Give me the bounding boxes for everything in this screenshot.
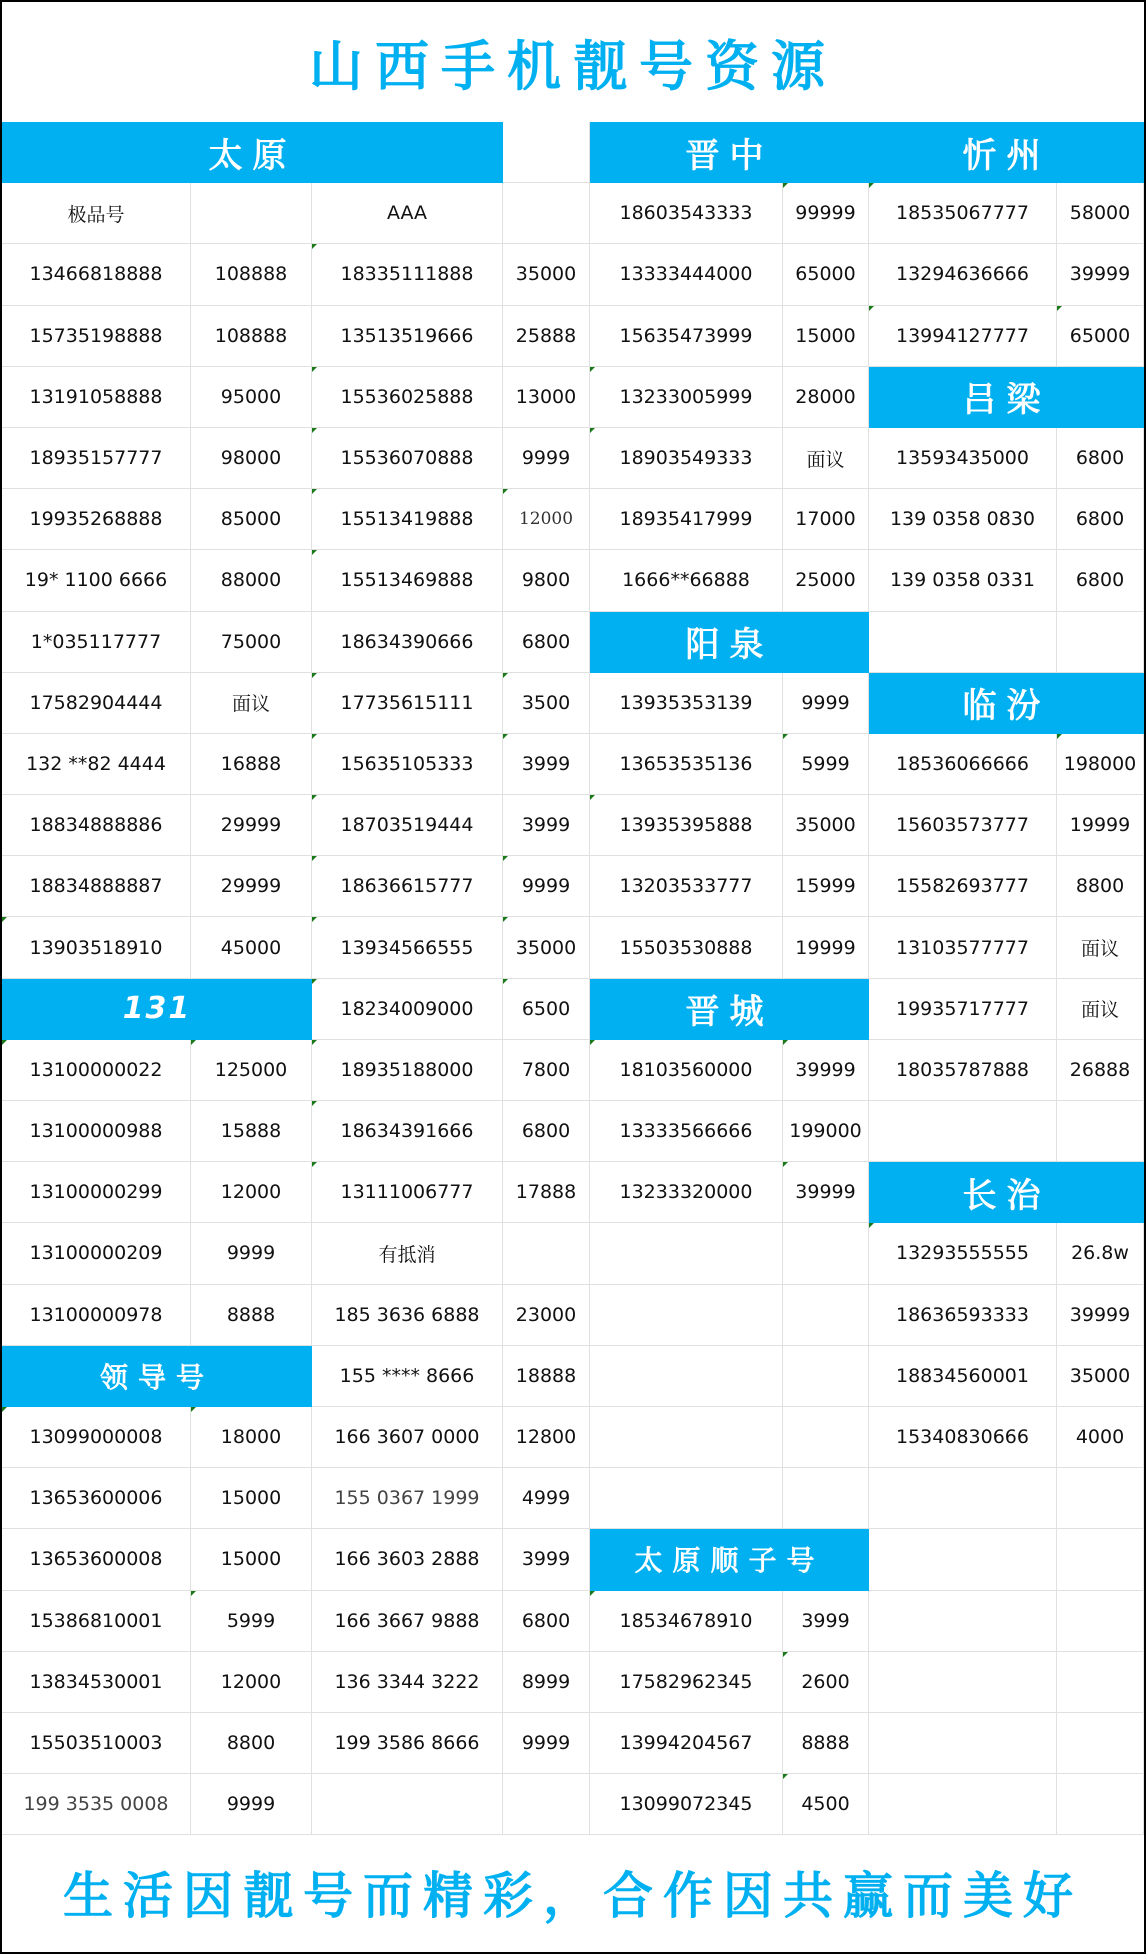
price: 25888 [503, 306, 590, 367]
empty-cell [590, 1346, 783, 1407]
price: 26.8w [1057, 1223, 1144, 1284]
empty-cell [503, 1223, 590, 1284]
phone-number: 18535067777 [869, 183, 1057, 244]
phone-number: 15513419888 [312, 489, 503, 550]
price: 99999 [783, 183, 869, 244]
price: 35000 [783, 795, 869, 856]
price: 29999 [191, 856, 312, 917]
empty-cell [1057, 1101, 1144, 1162]
price: 98000 [191, 428, 312, 489]
phone-number: 17582904444 [2, 673, 191, 734]
phone-number: 13293555555 [869, 1223, 1057, 1284]
price: 17888 [503, 1162, 590, 1223]
price: 2600 [783, 1652, 869, 1713]
price: 45000 [191, 917, 312, 978]
price: 88000 [191, 550, 312, 611]
price: 15888 [191, 1101, 312, 1162]
empty-cell [869, 1774, 1057, 1835]
price: 18888 [503, 1346, 590, 1407]
number-grid [2, 122, 1144, 1835]
phone-number: 13934566555 [312, 917, 503, 978]
price: 108888 [191, 244, 312, 305]
phone-number: 13834530001 [2, 1652, 191, 1713]
price: 6800 [1057, 489, 1144, 550]
phone-number: 13103577777 [869, 917, 1057, 978]
section-header-jinzhong: 晋中 [590, 122, 869, 183]
price: 19999 [783, 917, 869, 978]
phone-number: 19* 1100 6666 [2, 550, 191, 611]
price: 8888 [783, 1713, 869, 1774]
empty-cell [1057, 1652, 1144, 1713]
price: 6800 [503, 612, 590, 673]
phone-number: 18035787888 [869, 1040, 1057, 1101]
phone-number: 18603543333 [590, 183, 783, 244]
price: 5999 [783, 734, 869, 795]
price: 39999 [1057, 1285, 1144, 1346]
price: 125000 [191, 1040, 312, 1101]
price: 8800 [191, 1713, 312, 1774]
phone-number: 15635473999 [590, 306, 783, 367]
phone-number: 1*035117777 [2, 612, 191, 673]
phone-number: 13100000022 [2, 1040, 191, 1101]
price: 6500 [503, 979, 590, 1040]
price: 65000 [1057, 306, 1144, 367]
phone-number: 155 0367 1999 [312, 1468, 503, 1529]
phone-number: 13994204567 [590, 1713, 783, 1774]
price: 13000 [503, 367, 590, 428]
phone-number: 13100000978 [2, 1285, 191, 1346]
phone-number: 155 **** 8666 [312, 1346, 503, 1407]
price: 8999 [503, 1652, 590, 1713]
price: 4999 [503, 1468, 590, 1529]
price: 35000 [1057, 1346, 1144, 1407]
price: 6800 [1057, 428, 1144, 489]
phone-number: 13466818888 [2, 244, 191, 305]
section-header-changzhi: 长治 [869, 1162, 1144, 1223]
empty-cell [1057, 1774, 1144, 1835]
price: 19999 [1057, 795, 1144, 856]
section-header-taiyuan: 太原 [2, 122, 503, 183]
price: 28000 [783, 367, 869, 428]
price: 39999 [783, 1162, 869, 1223]
phone-number: 15536070888 [312, 428, 503, 489]
phone-number: 166 3603 2888 [312, 1529, 503, 1590]
phone-number: 13653600008 [2, 1529, 191, 1590]
price: 6800 [1057, 550, 1144, 611]
section-header-xinzhou: 忻州 [869, 122, 1144, 183]
price: 6800 [503, 1591, 590, 1652]
section-header-lvliang: 吕梁 [869, 367, 1144, 428]
price: 199000 [783, 1101, 869, 1162]
phone-number: 15340830666 [869, 1407, 1057, 1468]
price: 面议 [783, 428, 869, 489]
phone-number: 15503510003 [2, 1713, 191, 1774]
empty-cell [869, 1713, 1057, 1774]
price: 3999 [503, 1529, 590, 1590]
phone-number: 18935157777 [2, 428, 191, 489]
price: 75000 [191, 612, 312, 673]
phone-number: 15735198888 [2, 306, 191, 367]
phone-number: 18634390666 [312, 612, 503, 673]
empty-cell [312, 1774, 503, 1835]
empty-cell [783, 1407, 869, 1468]
phone-number: 13203533777 [590, 856, 783, 917]
phone-number: 17582962345 [590, 1652, 783, 1713]
empty-cell [503, 122, 590, 183]
price: 9999 [503, 428, 590, 489]
price: 9800 [503, 550, 590, 611]
empty-cell [869, 612, 1057, 673]
price: 6800 [503, 1101, 590, 1162]
empty-cell [869, 1652, 1057, 1713]
price: 18000 [191, 1407, 312, 1468]
column-label-aaa: AAA [312, 183, 503, 244]
phone-number: 18534678910 [590, 1591, 783, 1652]
price: 35000 [503, 244, 590, 305]
empty-cell [869, 1529, 1057, 1590]
price: 26888 [1057, 1040, 1144, 1101]
phone-number: 13233320000 [590, 1162, 783, 1223]
price: 面议 [191, 673, 312, 734]
price: 23000 [503, 1285, 590, 1346]
phone-number: 15635105333 [312, 734, 503, 795]
price: 9999 [503, 1713, 590, 1774]
column-label-offset: 有抵消 [312, 1223, 503, 1284]
price: 8800 [1057, 856, 1144, 917]
section-header-taiyuan-shunzi: 太原顺子号 [590, 1529, 869, 1590]
price: 3500 [503, 673, 590, 734]
price: 58000 [1057, 183, 1144, 244]
price: 面议 [1057, 979, 1144, 1040]
section-header-131: 131 [2, 979, 312, 1040]
phone-number: 139 0358 0331 [869, 550, 1057, 611]
phone-number: 19935717777 [869, 979, 1057, 1040]
phone-number: 13099072345 [590, 1774, 783, 1835]
phone-number: 13513519666 [312, 306, 503, 367]
empty-cell [1057, 1591, 1144, 1652]
price: 108888 [191, 306, 312, 367]
empty-cell [783, 1223, 869, 1284]
empty-cell [590, 1468, 783, 1529]
phone-number: 18703519444 [312, 795, 503, 856]
phone-number: 199 3535 0008 [2, 1774, 191, 1835]
phone-number: 13935395888 [590, 795, 783, 856]
phone-number: 18834888887 [2, 856, 191, 917]
section-header-jincheng: 晋城 [590, 979, 869, 1040]
price: 8888 [191, 1285, 312, 1346]
phone-number: 15582693777 [869, 856, 1057, 917]
phone-number: 18935417999 [590, 489, 783, 550]
section-header-yangquan: 阳泉 [590, 612, 869, 673]
phone-number: 18335111888 [312, 244, 503, 305]
page-title: 山西手机靓号资源 [309, 33, 837, 98]
phone-number: 13099000008 [2, 1407, 191, 1468]
empty-cell [869, 1101, 1057, 1162]
section-header-lingdao: 领导号 [2, 1346, 312, 1407]
price: 9999 [783, 673, 869, 734]
phone-number: 136 3344 3222 [312, 1652, 503, 1713]
phone-number: 15603573777 [869, 795, 1057, 856]
phone-number: 15536025888 [312, 367, 503, 428]
phone-number: 1666**66888 [590, 550, 783, 611]
empty-cell [590, 1285, 783, 1346]
price: 3999 [503, 795, 590, 856]
empty-cell [590, 1223, 783, 1284]
price: 15000 [191, 1529, 312, 1590]
phone-number: 13100000209 [2, 1223, 191, 1284]
phone-number: 13100000988 [2, 1101, 191, 1162]
price: 15000 [783, 306, 869, 367]
phone-number: 18634391666 [312, 1101, 503, 1162]
price: 9999 [503, 856, 590, 917]
phone-number: 17735615111 [312, 673, 503, 734]
price: 35000 [503, 917, 590, 978]
column-label-jipin: 极品号 [2, 183, 191, 244]
empty-cell [503, 183, 590, 244]
price: 面议 [1057, 917, 1144, 978]
phone-number: 13294636666 [869, 244, 1057, 305]
phone-number: 13111006777 [312, 1162, 503, 1223]
price: 25000 [783, 550, 869, 611]
price: 12800 [503, 1407, 590, 1468]
empty-cell [191, 183, 312, 244]
phone-number: 199 3586 8666 [312, 1713, 503, 1774]
phone-number: 19935268888 [2, 489, 191, 550]
price: 15000 [191, 1468, 312, 1529]
price: 12000 [503, 489, 590, 550]
phone-number: 132 **82 4444 [2, 734, 191, 795]
phone-number: 13653535136 [590, 734, 783, 795]
phone-number: 18636593333 [869, 1285, 1057, 1346]
price: 4000 [1057, 1407, 1144, 1468]
empty-cell [590, 1407, 783, 1468]
price: 65000 [783, 244, 869, 305]
empty-cell [869, 1468, 1057, 1529]
empty-cell [1057, 1529, 1144, 1590]
phone-number: 13100000299 [2, 1162, 191, 1223]
phone-number: 15386810001 [2, 1591, 191, 1652]
phone-number: 166 3607 0000 [312, 1407, 503, 1468]
empty-cell [783, 1468, 869, 1529]
price: 7800 [503, 1040, 590, 1101]
phone-number: 139 0358 0830 [869, 489, 1057, 550]
phone-number: 15513469888 [312, 550, 503, 611]
slogan-footer: 生活因靓号而精彩，合作因共赢而美好 [63, 1866, 1083, 1925]
empty-cell [1057, 1468, 1144, 1529]
phone-number: 13233005999 [590, 367, 783, 428]
empty-cell [783, 1285, 869, 1346]
phone-number: 18636615777 [312, 856, 503, 917]
phone-number: 13935353139 [590, 673, 783, 734]
empty-cell [869, 1591, 1057, 1652]
price: 39999 [1057, 244, 1144, 305]
price: 15999 [783, 856, 869, 917]
section-header-linfen: 临汾 [869, 673, 1144, 734]
price: 9999 [191, 1223, 312, 1284]
price: 3999 [783, 1591, 869, 1652]
price: 17000 [783, 489, 869, 550]
price: 12000 [191, 1162, 312, 1223]
price: 16888 [191, 734, 312, 795]
price: 5999 [191, 1591, 312, 1652]
phone-number: 13653600006 [2, 1468, 191, 1529]
phone-number: 18234009000 [312, 979, 503, 1040]
empty-cell [1057, 612, 1144, 673]
price: 29999 [191, 795, 312, 856]
price: 3999 [503, 734, 590, 795]
phone-number: 13593435000 [869, 428, 1057, 489]
phone-number: 13333566666 [590, 1101, 783, 1162]
phone-number: 13191058888 [2, 367, 191, 428]
empty-cell [503, 1774, 590, 1835]
phone-number: 166 3667 9888 [312, 1591, 503, 1652]
phone-number: 18834888886 [2, 795, 191, 856]
price: 12000 [191, 1652, 312, 1713]
price: 95000 [191, 367, 312, 428]
phone-number: 18103560000 [590, 1040, 783, 1101]
phone-number: 18536066666 [869, 734, 1057, 795]
phone-number: 13994127777 [869, 306, 1057, 367]
price: 198000 [1057, 734, 1144, 795]
price: 4500 [783, 1774, 869, 1835]
empty-cell [1057, 1713, 1144, 1774]
phone-number: 18834560001 [869, 1346, 1057, 1407]
phone-number: 18935188000 [312, 1040, 503, 1101]
phone-number: 13903518910 [2, 917, 191, 978]
price: 9999 [191, 1774, 312, 1835]
price: 39999 [783, 1040, 869, 1101]
empty-cell [783, 1346, 869, 1407]
phone-number: 15503530888 [590, 917, 783, 978]
price: 85000 [191, 489, 312, 550]
phone-number: 13333444000 [590, 244, 783, 305]
phone-number: 185 3636 6888 [312, 1285, 503, 1346]
phone-number: 18903549333 [590, 428, 783, 489]
